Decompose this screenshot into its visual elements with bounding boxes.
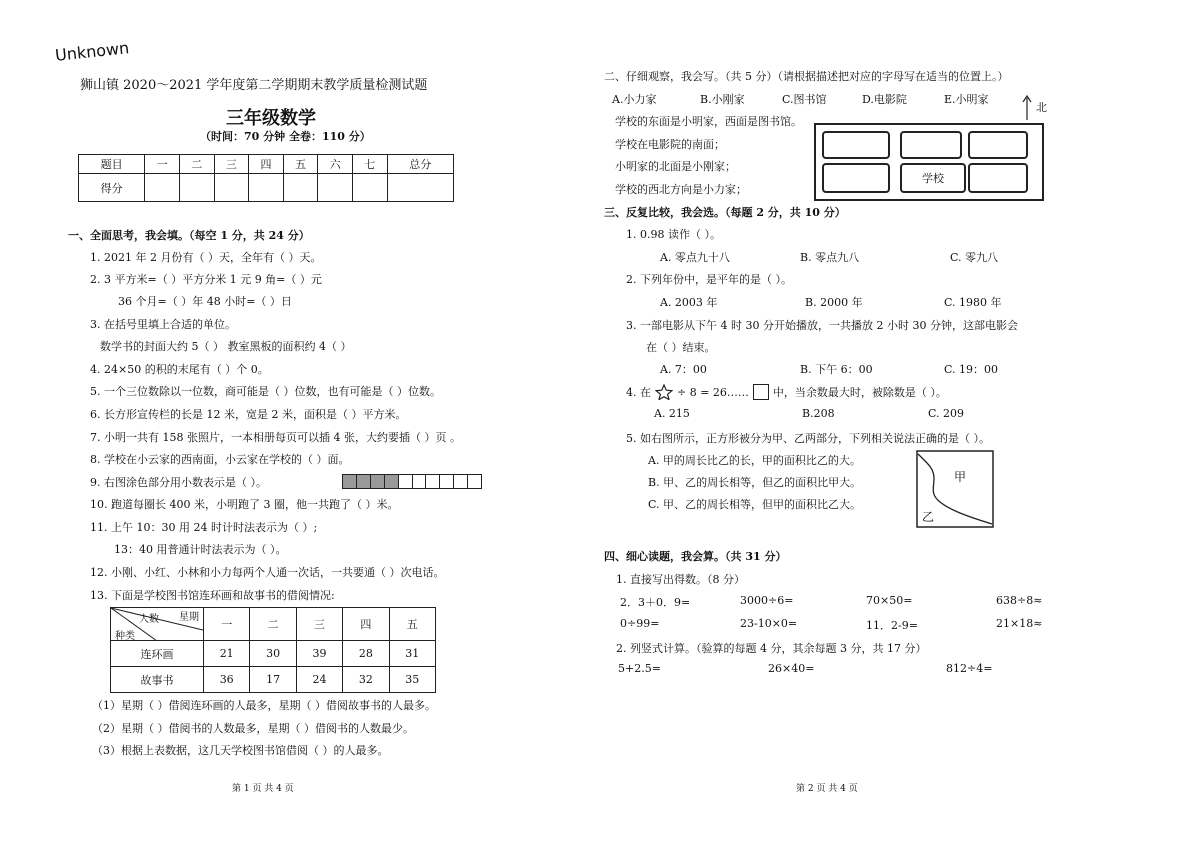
choice-2-option: B. 2000 年 [805,296,863,309]
question-12: 12. 小刚、小红、小林和小力每两个人通一次话，一共要通（ ）次电话。 [90,566,445,579]
calc-item: 23-10×0= [740,617,798,630]
section3-heading: 三、反复比较，我会选。（每题 2 分，共 10 分） [604,206,846,219]
question-8: 8. 学校在小云家的西南面，小云家在学校的（ ）面。 [90,453,350,466]
score-input-cell[interactable] [387,174,453,202]
choice-2-option: A. 2003 年 [660,296,718,309]
question-6: 6. 长方形宣传栏的长是 12 米，宽是 2 米，面积是（ ）平方米。 [90,408,407,421]
map-cell-blank[interactable] [822,131,890,159]
vertical-calc-item: 812÷4= [946,662,993,675]
question-3b: 数学书的封面大约 5（ ） 教室黑板的面积约 4（ ） [100,340,352,353]
handwritten-signature: Unknown [54,38,131,65]
option-b: B.小刚家 [700,93,745,106]
calc-item: 638÷8≈ [996,594,1043,607]
borrow-table [110,607,436,693]
clue-line: 学校的西北方向是小力家； [615,183,747,196]
section2-heading: 二、仔细观察，我会写。（共 5 分）（请根据描述把对应的字母写在适当的位置上。） [604,70,1009,83]
question-13-2: （2）星期（ ）借阅书的人数最多，星期（ ）借阅书的人数最少。 [92,722,414,735]
choice-2-option: C. 1980 年 [944,296,1002,309]
page-footer: 第 1 页 共 4 页 [232,784,294,794]
direct-calc-title: 1. 直接写出得数。（8 分） [616,573,745,586]
square-blank-icon [753,384,769,400]
calc-item: 70×50= [866,594,913,607]
divided-square-figure [916,450,994,528]
choice-1-option: B. 零点九八 [800,251,860,264]
region-jia-label: 甲 [954,470,967,484]
north-arrow-icon [1022,94,1032,120]
choice-1-option: C. 零九八 [950,251,999,264]
choice-3-option: B. 下午 6：00 [800,363,873,376]
table-cell: 21 [204,641,250,667]
choice-5-option: C. 甲、乙的周长相等，但甲的面积比乙大。 [648,498,862,511]
exam-title: 狮山镇 2020～2021 学年度第二学期期末教学质量检测试题 [80,78,428,93]
question-1: 1. 2021 年 2 月份有（ ）天，全年有（ ）天。 [90,251,322,264]
score-input-cell[interactable] [145,174,180,202]
option-c: C.图书馆 [782,93,827,106]
row-label: 故事书 [111,667,204,693]
score-input-cell[interactable] [214,174,249,202]
choice-3-option: C. 19：00 [944,363,999,376]
region-yi-label: 乙 [922,510,935,524]
question-2b: 36 个月=（ ）年 48 小时=（ ）日 [118,295,292,308]
question-11b: 13：40 用普通计时法表示为（ ）。 [114,543,287,556]
day-header: 二 [250,608,296,641]
row-label: 连环画 [111,641,204,667]
decimal-figure [342,474,482,489]
table-cell: 30 [250,641,296,667]
exam-info: （时间：70 分钟 全卷：110 分） [200,130,371,143]
score-label-cell: 得分 [79,174,145,202]
section1-heading: 一、全面思考，我会填。（每空 1 分，共 24 分） [68,229,310,242]
score-input-cell[interactable] [318,174,353,202]
score-input-cell[interactable] [353,174,388,202]
corner-label-type: 种类 [115,631,135,642]
score-input-cell[interactable] [283,174,318,202]
map-cell-blank[interactable] [900,131,962,159]
right-page [600,0,1200,848]
option-e: E.小明家 [944,93,989,106]
choice-3a: 3. 一部电影从下午 4 时 30 分开始播放，一共播放 2 小时 30 分钟，这部电影会 [626,319,1018,332]
choice-2: 2. 下列年份中，是平年的是（ ）。 [626,273,792,286]
choice-4-expression: ÷ 8 = 26…… [677,385,749,399]
score-header-cell: 二 [179,155,214,174]
score-input-cell[interactable] [249,174,284,202]
map-cell-blank[interactable] [822,163,890,193]
question-3: 3. 在括号里填上合适的单位。 [90,318,236,331]
clue-line: 学校在电影院的南面； [615,138,725,151]
choice-1-option: A. 零点九十八 [660,251,730,264]
corner-label-people: 人数 [139,614,159,625]
calc-item: 21×18≈ [996,617,1043,630]
table-cell: 35 [389,667,435,693]
choice-1: 1. 0.98 读作（ ）。 [626,228,721,241]
option-d: D.电影院 [862,93,907,106]
north-label: 北 [1036,101,1047,114]
choice-4-option: C. 209 [928,407,965,420]
score-header-cell: 题目 [79,155,145,174]
map-cell-school: 学校 [900,163,966,193]
question-13-1: （1）星期（ ）借阅连环画的人最多，星期（ ）借阅故事书的人最多。 [92,699,436,712]
table-cell: 32 [343,667,389,693]
calc-item: 11．2-9= [866,619,918,632]
choice-5-option: B. 甲、乙的周长相等，但乙的面积比甲大。 [648,476,862,489]
question-9: 9. 右图涂色部分用小数表示是（ ）。 [90,476,267,489]
map-cell-blank[interactable] [968,131,1028,159]
score-header-cell: 七 [353,155,388,174]
choice-5-option: A. 甲的周长比乙的长，甲的面积比乙的大。 [648,454,861,467]
calc-item: 0÷99= [620,617,660,630]
vertical-calc-title: 2. 列竖式计算。（验算的每题 4 分，其余每题 3 分，共 17 分） [616,642,927,655]
clue-line: 学校的东面是小明家，西面是图书馆。 [615,115,802,128]
star-icon [655,384,673,400]
score-header-cell: 总分 [387,155,453,174]
table-cell: 24 [296,667,342,693]
vertical-calc-item: 26×40= [768,662,815,675]
choice-4 [626,384,947,400]
clue-line: 小明家的北面是小刚家； [615,160,736,173]
calc-item: 3000÷6= [740,594,794,607]
score-table [78,154,454,202]
question-10: 10. 跑道每圈长 400 米，小明跑了 3 圈，他一共跑了（ ）米。 [90,498,399,511]
calc-item: 2．3＋0．9= [620,596,691,609]
question-13-3: （3）根据上表数据，这几天学校图书馆借阅（ ）的人最多。 [92,744,389,757]
question-4: 4. 24×50 的积的末尾有（ ）个 0。 [90,363,269,376]
table-cell: 31 [389,641,435,667]
corner-label-weekday: 星期 [179,612,199,623]
vertical-calc-item: 5+2.5= [618,662,661,675]
choice-4-suffix: 中，当余数最大时，被除数是（ ）。 [772,386,947,399]
score-header-cell: 一 [145,155,180,174]
choice-4-prefix: 4. 在 [626,386,651,399]
day-header: 五 [389,608,435,641]
table-cell: 39 [296,641,342,667]
table-cell: 36 [204,667,250,693]
table-cell: 28 [343,641,389,667]
question-5: 5. 一个三位数除以一位数，商可能是（ ）位数，也有可能是（ ）位数。 [90,385,441,398]
question-7: 7. 小明一共有 158 张照片，一本相册每页可以插 4 张，大约要插（ ）页 。 [90,431,461,444]
day-header: 四 [343,608,389,641]
score-header-cell: 四 [249,155,284,174]
question-13: 13. 下面是学校图书馆连环画和故事书的借阅情况: [90,589,335,602]
map-cell-blank[interactable] [968,163,1028,193]
choice-3-option: A. 7：00 [660,363,707,376]
score-header-cell: 六 [318,155,353,174]
section4-heading: 四、细心读题，我会算。（共 31 分） [604,550,787,563]
question-11a: 11. 上午 10：30 用 24 时计时法表示为（ ）; [90,521,318,534]
table-cell: 17 [250,667,296,693]
page-footer: 第 2 页 共 4 页 [796,784,858,794]
score-input-cell[interactable] [179,174,214,202]
choice-4-option: B.208 [802,407,835,420]
day-header: 三 [296,608,342,641]
choice-4-option: A. 215 [654,407,690,420]
subject-heading: 三年级数学 [226,108,316,129]
table-corner-cell [111,608,204,641]
score-header-cell: 五 [283,155,318,174]
question-2a: 2. 3 平方米=（ ）平方分米 1 元 9 角=（ ）元 [90,273,322,286]
score-header-cell: 三 [214,155,249,174]
day-header: 一 [204,608,250,641]
choice-3b: 在（ ）结束。 [646,341,716,354]
option-a: A.小力家 [612,93,657,106]
choice-5: 5. 如右图所示，正方形被分为甲、乙两部分，下列相关说法正确的是（ ）。 [626,432,990,445]
